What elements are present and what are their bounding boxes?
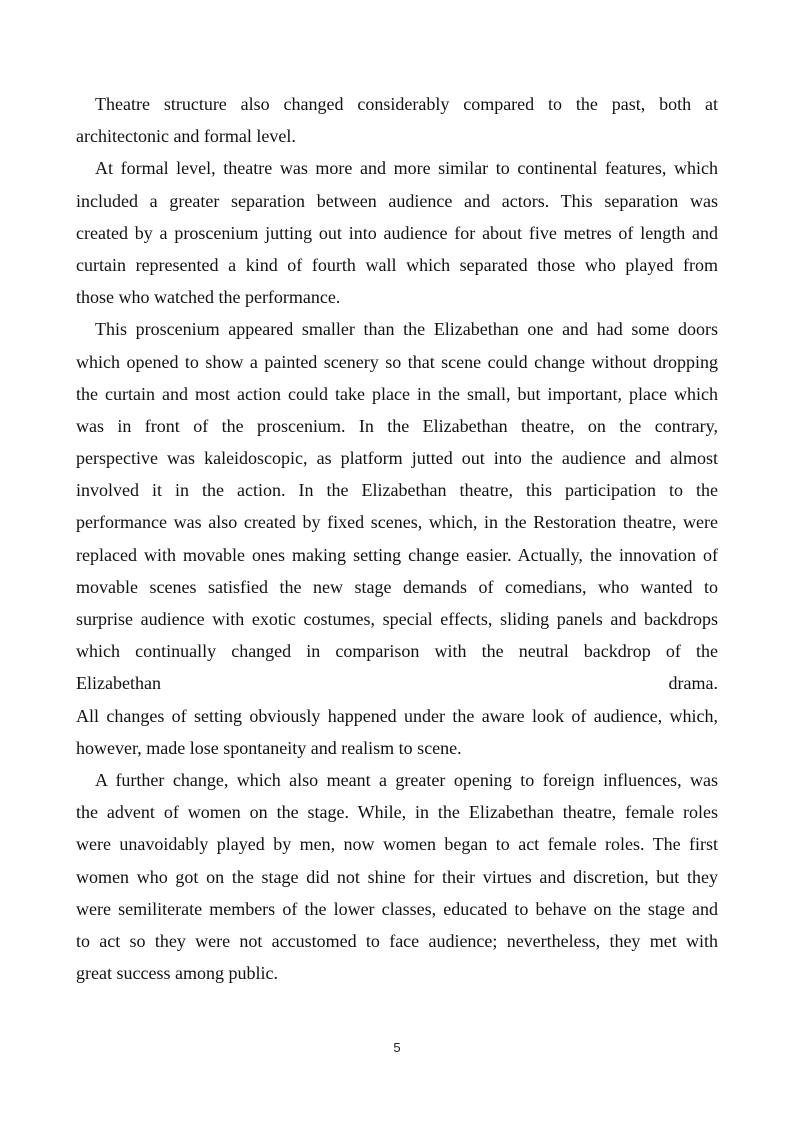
paragraph-4-line-5: were semiliterate members of the lower classes, educated to behave on the stage and	[76, 898, 718, 919]
paragraph-2-line-2: included a greater separation between audience and actors. This separation was	[76, 190, 718, 211]
paragraph-2-line-3: created by a proscenium jutting out into audience for about five metres of length and	[76, 222, 718, 243]
page-number: 5	[393, 1040, 401, 1055]
paragraph-4-line-3: were unavoidably played by men, now women began to act female roles. The first	[76, 834, 718, 855]
paragraph-3-line-3: the curtain and most action could take place in the small, but important, place which	[76, 383, 718, 404]
paragraph-3-line-8: replaced with movable ones making setting change easier. Actually, the innovation of	[76, 544, 718, 565]
paragraph-2-line-1: At formal level, theatre was more and more similar to continental features, which	[95, 158, 718, 179]
paragraph-3-line-2: which opened to show a painted scenery so that scene could change without dropping	[76, 351, 718, 372]
paragraph-3-line-13: All changes of setting obviously happened under the aware look of audience, which,	[76, 705, 718, 726]
paragraph-4-line-7: great success among public.	[76, 963, 278, 984]
paragraph-2-line-4: curtain represented a kind of fourth wall which separated those who played from	[76, 254, 718, 275]
paragraph-3-line-7: performance was also created by fixed scenes, which, in the Restoration theatre, were	[76, 512, 718, 533]
paragraph-3-line-1: This proscenium appeared smaller than the Elizabethan one and had some doors	[95, 319, 718, 340]
paragraph-4-line-1: A further change, which also meant a greater opening to foreign influences, was	[95, 769, 718, 790]
paragraph-3-line-11: which continually changed in comparison with the neutral backdrop of the	[76, 641, 718, 662]
paragraph-3-line-14: however, made lose spontaneity and realism to scene.	[76, 737, 462, 758]
paragraph-3-line-5: perspective was kaleidoscopic, as platform jutted out into the audience and almost	[76, 448, 718, 469]
paragraph-3-line-6: involved it in the action. In the Elizabethan theatre, this participation to the	[76, 480, 718, 501]
paragraph-4-line-4: women who got on the stage did not shine for their virtues and discretion, but they	[76, 866, 718, 887]
document-body	[76, 88, 718, 989]
paragraph-1-line-2: architectonic and formal level.	[76, 126, 296, 147]
paragraph-3-line-9: movable scenes satisfied the new stage demands of comedians, who wanted to	[76, 576, 718, 597]
paragraph-3-line-12: Elizabethan drama.	[76, 673, 718, 694]
paragraph-4-line-2: the advent of women on the stage. While, in the Elizabethan theatre, female roles	[76, 802, 718, 823]
paragraph-2-line-5: those who watched the performance.	[76, 287, 341, 308]
paragraph-3-line-4: was in front of the proscenium. In the Elizabethan theatre, on the contrary,	[76, 415, 718, 436]
paragraph-3-line-10: surprise audience with exotic costumes, special effects, sliding panels and backdrops	[76, 609, 718, 629]
paragraph-1-line-1: Theatre structure also changed considerably compared to the past, both at	[95, 94, 718, 114]
paragraph-4-line-6: to act so they were not accustomed to face audience; nevertheless, they met with	[76, 930, 718, 951]
